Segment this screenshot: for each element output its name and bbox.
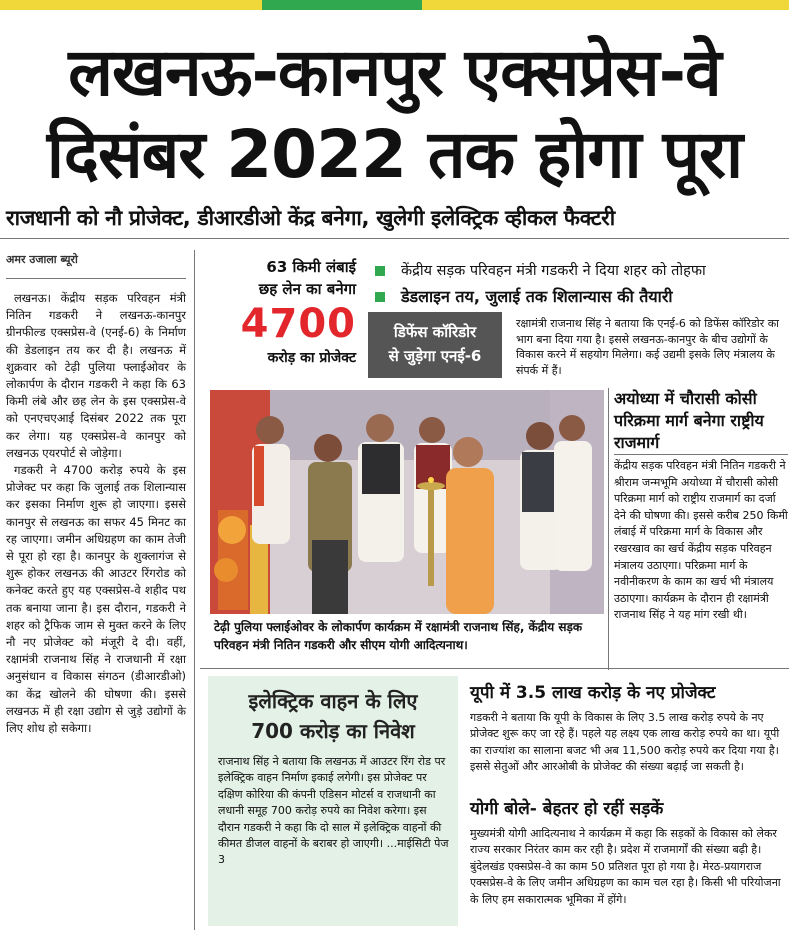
- highlight-text: डेडलाइन तय, जुलाई तक शिलान्यास की तैयारी: [401, 287, 673, 306]
- event-photo-illustration: [210, 390, 604, 614]
- subheadline: राजधानी को नौ प्रोजेक्ट, डीआरडीओ केंद्र बनेगा, खुलेगी इलेक्ट्रिक व्हीकल फैक्टरी: [6, 206, 615, 230]
- defence-corridor-box: [368, 312, 502, 378]
- top-color-bar: [0, 0, 789, 10]
- electric-vehicle-story: राजनाथ सिंह ने बताया कि लखनऊ में आउटर रिंग रोड पर इलेक्ट्रिक वाहन निर्माण इकाई लगेगी। इस प्रोजेक्ट पर दक्षिण कोरिया की कंपनी एडिसन मोटर्स व राजधानी का लधानी समूह 700 करोड़ रुपये का निवेश करेगा। इस दौरान गडकरी ने कहा कि दो साल में इलेक्ट्रिक वाहनों की कीमत डीजल वाहनों के बराबर हो जाएगी। ...माईसिटी पेज 3: [218, 755, 449, 867]
- up-projects-headline: यूपी में 3.5 लाख करोड़ के नए प्रोजेक्ट: [470, 683, 716, 703]
- rajnath-note: रक्षामंत्री राजनाथ सिंह ने बताया कि एनई-6 को डिफेंस कॉरिडोर का भाग बना दिया गया है। इससे लखनऊ-कानपुर के बीच उद्योगों के विकास करने में सहयोग मिलेगा। कई उद्यमी इसके लिए मंत्रालय के संपर्क में हैं।: [516, 317, 780, 377]
- electric-vehicle-headline: [208, 686, 458, 746]
- divider-under-subhead: [0, 238, 789, 239]
- up-projects-story: गडकरी ने बताया कि यूपी के विकास के लिए 3.5 लाख करोड़ रुपये के नए प्रोजेक्ट शुरू कए जा रहे हैं। पहले यह लक्ष्य एक लाख करोड़ रुपये का था। यूपी का राज्यांश का सालाना बजट भी अब 11,500 करोड़ रुपये कर दिया गया है। इससे सेतुओं और आरओबी के प्रोजेक्ट की संख्या बढ़ाई जा सकती है।: [470, 711, 780, 774]
- yogi-story: मुख्यमंत्री योगी आदित्यनाथ ने कार्यक्रम में कहा कि सड़कों के विकास को लेकर राज्य सरकार निरंतर काम कर रही है। प्रदेश में राजमार्गों की संख्या बढ़ी है। बुंदेलखंड एक्सप्रेस-वे का काम 50 प्रतिशत पूरा हो गया है। मेरठ-प्रयागराज एक्सप्रेस-वे के लिए जमीन अधिग्रहण का काम चल रहा है। किसी भी परियोजना के लिए हम सकारात्मक भूमिका में होंगे।: [470, 827, 781, 906]
- stat-lanes: छह लेन का बनेगा: [258, 280, 356, 298]
- divider-under-ayodhya-headline: [614, 454, 788, 455]
- photo-caption: टेढ़ी पुलिया फ्लाईओवर के लोकार्पण कार्यक्रम में रक्षामंत्री राजनाथ सिंह, केंद्रीय सड़क परिवहन मंत्री नितिन गडकरी और सीएम योगी आदित्यनाथ।: [214, 620, 583, 652]
- main-story-paragraph-1: लखनऊ। केंद्रीय सड़क परिवहन मंत्री नितिन गडकरी ने लखनऊ-कानपुर ग्रीनफील्ड एक्सप्रेस-वे (एनई-6) के निर्माण की डेडलाइन तय कर दी है। लखनऊ में शुक्रवार को टेढ़ी पुलिया फ्लाईओवर के लोकार्पण के दौरान गडकरी ने कहा कि 63 किमी लंबे और छह लेन के इस एक्सप्रेस-वे को एनएचएआई दिसंबर 2022 तक पूरा कर लेगा। यह एक्सप्रेस-वे कानपुर को लखनऊ एयरपोर्ट से जोड़ेगा।: [6, 291, 186, 460]
- defence-box-line-1: डिफेंस कॉरिडोर: [393, 323, 477, 341]
- headline-line-1: लखनऊ-कानपुर एक्सप्रेस-वे: [68, 34, 721, 111]
- electric-headline-line-1: इलेक्ट्रिक वाहन के लिए: [248, 689, 418, 713]
- defence-box-line-2: से जुड़ेगा एनई-6: [388, 347, 482, 365]
- highlight-item: [375, 284, 785, 310]
- top-color-bar-green-segment: [262, 0, 422, 10]
- headline-line-2: दिसंबर 2022 तक होगा पूरा: [46, 116, 743, 193]
- ayodhya-headline: अयोध्या में चौरासी कोसी परिक्रमा मार्ग बनेगा राष्ट्रीय राजमार्ग: [614, 389, 764, 452]
- highlight-text: केंद्रीय सड़क परिवहन मंत्री गडकरी ने दिया शहर को तोहफा: [401, 263, 706, 279]
- stat-block: [200, 256, 356, 368]
- divider-under-byline: [6, 278, 186, 279]
- stat-amount-label: करोड़ का प्रोजेक्ट: [267, 350, 356, 366]
- bullet-square-icon: [375, 292, 385, 302]
- stat-amount: 4700: [240, 301, 356, 347]
- event-photo: [210, 390, 604, 614]
- ayodhya-story: केंद्रीय सड़क परिवहन मंत्री नितिन गडकरी ने श्रीराम जन्मभूमि अयोध्या में चौरासी कोसी परिक्रमा मार्ग को राष्ट्रीय राजमार्ग का दर्जा देने की घोषणा की। इससे करीब 250 किमी लंबाई में परिक्रमा मार्ग के विकास और रखरखाव का खर्च केंद्रीय सड़क परिवहन मंत्रालय उठाएगा। परिक्रमा मार्ग के नवीनीकरण के काम का खर्च भी मंत्रालय उठाएगा। कार्यक्रम के दौरान ही रक्षामंत्री राजनाथ सिंह ने यह मांग रखी थी।: [614, 459, 788, 622]
- yogi-headline: योगी बोले- बेहतर हो रहीं सड़कें: [470, 799, 664, 819]
- bullet-square-icon: [375, 266, 385, 276]
- electric-vehicle-box: [208, 676, 458, 926]
- highlights-list: [375, 258, 785, 310]
- highlight-item: [375, 258, 785, 284]
- stat-length: 63 किमी लंबाई: [266, 258, 356, 276]
- main-story-paragraph-2: गडकरी ने 4700 करोड़ रुपये के इस प्रोजेक्ट पर कहा कि जुलाई तक शिलान्यास कर इसका निर्माण शुरू हो जाएगा। इससे कानपुर से लखनऊ का सफर 45 मिनट का रह जाएगा। जमीन अधिग्रहण का काम तेजी से पूरा हो रहा है। कानपुर के शुक्लागंज से शुरू होकर लखनऊ की आउटर रिंगरोड को कनेक्ट करते हुए यह एक्सप्रेस-वे शहीद पथ तक बनाया जाना है। इस दौरान, गडकरी ने शहर को ट्रैफिक जाम से मुक्त करने के लिए नौ नए प्रोजेक्ट को मंजूरी दे दी। वहीं, रक्षामंत्री राजनाथ सिंह ने राजधानी में रक्षा अनुसंधान व विकास संगठन (डीआरडीओ) का केंद्र खोलने की घोषणा की। इससे लखनऊ में ही रक्षा उद्योग से जुड़े उद्योगों के लिए शोध हो सकेगा।: [6, 463, 186, 736]
- column-divider-right: [608, 388, 609, 670]
- divider-above-lower-section: [200, 668, 789, 669]
- byline: अमर उजाला ब्यूरो: [6, 253, 78, 266]
- column-divider-left: [194, 250, 195, 930]
- main-story-column: [6, 290, 186, 737]
- electric-headline-line-2: 700 करोड़ का निवेश: [251, 719, 415, 743]
